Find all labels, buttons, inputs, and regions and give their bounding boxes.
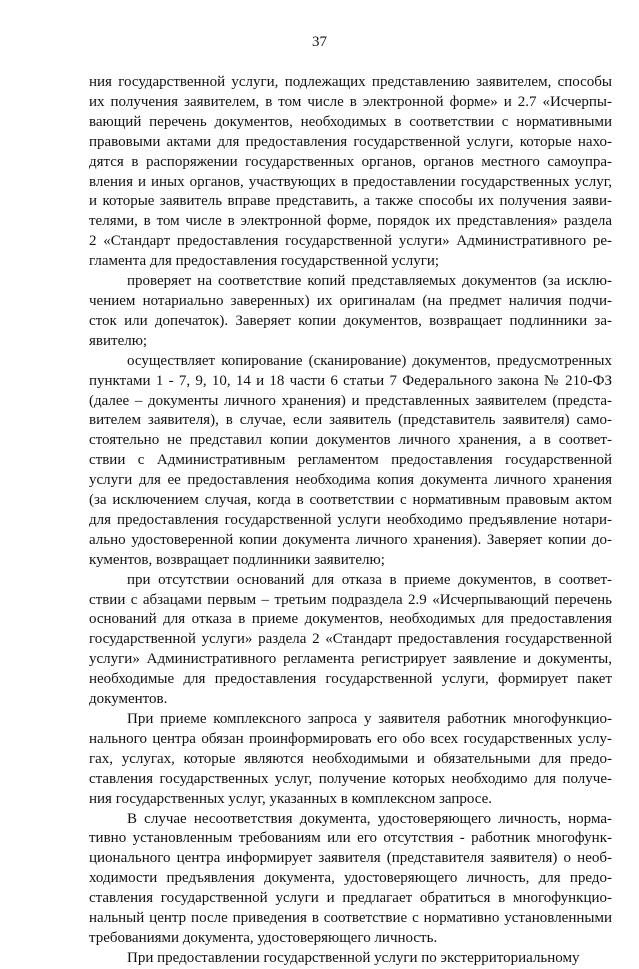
- text-line: ния государственной услуги, подлежащих представлению заявителем, способы: [89, 74, 612, 90]
- text-line: ставления государственной услуги и предлагает обратиться в многофункцио-: [89, 890, 612, 907]
- text-line: дятся в распоряжении государственных органов, органов местного самоупра-: [89, 153, 612, 170]
- text-line: ствии с абзацами первым – третьим подраздела 2.9 «Исчерпывающий перечень: [89, 591, 612, 608]
- text-line: пунктами 1 - 7, 9, 10, 14 и 18 части 6 статьи 7 Федерального закона № 210-ФЗ: [89, 372, 612, 389]
- text-line: явителю;: [89, 332, 148, 349]
- text-line: и которые заявитель вправе представить, а также способы их получения заяви-: [89, 193, 612, 210]
- text-line: гламента для предоставления государственной услуги;: [89, 253, 440, 270]
- text-line: кументов, возвращает подлинники заявителю;: [89, 551, 385, 568]
- text-line: ально удостоверенной копии документа личного хранения). Заверяет копии до-: [89, 531, 612, 548]
- text-line: государственной услуги» раздела 2 «Стандарт предоставления государственной: [89, 631, 612, 648]
- text-line: услуги» Административного регламента регистрирует заявление и документы,: [89, 651, 612, 668]
- text-line: услуги для ее предоставления необходима копия документа личного хранения: [89, 472, 612, 489]
- text-line: сток или допечаток). Заверяет копии документов, возвращает подлинники за-: [89, 312, 612, 329]
- text-line: чением нотариально заверенных) их оригиналам (на предмет наличия подчи-: [89, 292, 612, 309]
- text-line: проверяет на соответствие копий представляемых документов (за исклю-: [127, 273, 612, 290]
- text-line: ния государственных услуг, указанных в комплексном запросе.: [89, 790, 493, 807]
- text-line: вающий перечень документов, необходимых в соответствии с нормативными: [89, 113, 612, 130]
- text-line: ставления государственных услуг, получение которых необходимо для получе-: [89, 770, 612, 787]
- text-line: ционального центра информирует заявителя (представителя заявителя) о необ-: [89, 850, 612, 867]
- text-line: документов.: [89, 691, 168, 708]
- text-line: нального центра обязан проинформировать его обо всех государственных услу-: [89, 730, 612, 747]
- page-number: 37: [312, 34, 327, 50]
- text-line: телями, в том числе в электронной форме, порядок их представления» раздела: [89, 213, 612, 230]
- text-line: (за исключением случая, когда в соответствии с нормативным правовым актом: [89, 492, 612, 509]
- text-line: вителем заявителя), в случае, если заявитель (представитель заявителя) само-: [89, 412, 612, 429]
- text-line: оснований для отказа в приеме документов, необходимых для предоставления: [89, 611, 612, 628]
- text-line: (далее – документы личного хранения) и представленных заявителем (предста-: [89, 392, 612, 409]
- text-line: требованиями документа, удостоверяющего личность.: [89, 929, 438, 946]
- text-line: ствии с Административным регламентом предоставления государственной: [89, 452, 612, 469]
- text-line: правовыми актами для предоставления государственной услуги, которые нахо-: [89, 133, 612, 150]
- text-line: стоятельно не представил копии документов личного хранения, а в соответ-: [89, 432, 612, 449]
- text-line: нальный центр после приведения в соответствие с нормативно установленными: [89, 910, 612, 927]
- text-line: при отсутствии оснований для отказа в приеме документов, в соответ-: [127, 571, 612, 588]
- text-line: вления и иных органов, участвующих в предоставлении государственных услуг,: [89, 173, 612, 190]
- text-line: ходимости предъявления документа, удостоверяющего личность, для предо-: [89, 870, 612, 887]
- text-line: При приеме комплексного запроса у заявителя работник многофункцио-: [127, 711, 612, 727]
- body-text: [89, 73, 612, 969]
- text-line: При предоставлении государственной услуги по экстерриториальному: [127, 949, 580, 966]
- text-line: гах, услугах, которые являются необходимыми и обязательными для предо-: [89, 750, 612, 767]
- text-line: В случае несоответствия документа, удостоверяющего личность, норма-: [127, 810, 612, 827]
- text-line: осуществляет копирование (сканирование) документов, предусмотренных: [127, 352, 612, 369]
- text-line: тивно установленным требованиям или его отсутствия - работник многофунк-: [89, 830, 612, 847]
- text-line: для предоставления государственной услуги необходимо предъявление нотари-: [89, 511, 612, 528]
- text-line: необходимые для предоставления государственной услуги, формирует пакет: [89, 671, 612, 688]
- text-line: их получения заявителем, в том числе в электронной форме» и 2.7 «Исчерпы-: [89, 93, 612, 110]
- text-line: 2 «Стандарт предоставления государственной услуги» Административного ре-: [89, 233, 612, 250]
